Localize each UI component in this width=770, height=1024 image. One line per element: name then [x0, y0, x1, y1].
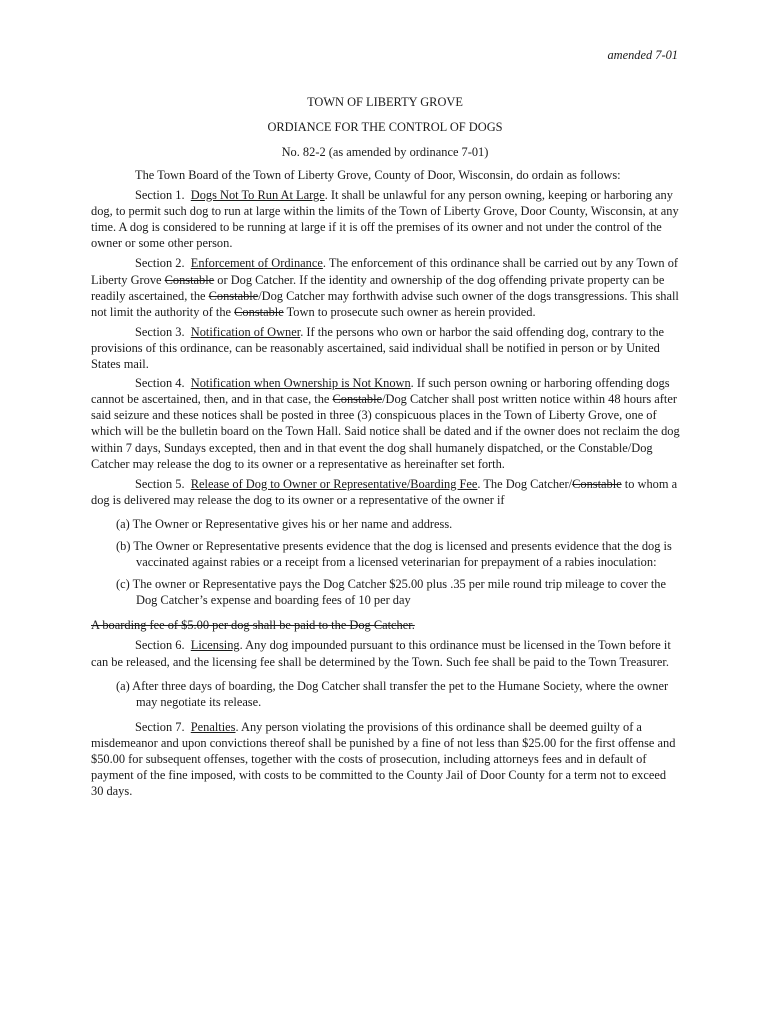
section-6-text: . Any dog impounded pursuant to this ordinance must be licensed in the Town before it can be released, and the licensing fee shall be determined by the Town. Such fee shall be paid to the Town Treasurer. [91, 638, 671, 669]
list-item: (c) The owner or Representative pays the Dog Catcher $25.00 plus .35 per mile round trip mileage to cover the Dog Catcher’s expense and boarding fees of 10 per day [116, 577, 666, 608]
section-4-prefix: Section 4. [135, 376, 185, 391]
document-title: TOWN OF LIBERTY GROVE [307, 95, 463, 109]
document-body [91, 167, 681, 803]
struck-word: Constable [332, 392, 383, 407]
section-7-heading: Penalties [190, 719, 236, 734]
section-1-prefix: Section 1. [135, 188, 185, 203]
section-7 [91, 719, 681, 799]
section-1-heading: Dogs Not To Run At Large [190, 188, 325, 203]
section-6-prefix: Section 6. [135, 638, 185, 653]
document-subtitle: ORDIANCE FOR THE CONTROL OF DOGS [267, 120, 503, 134]
list-item: (a) After three days of boarding, the Dog Catcher shall transfer the pet to the Humane Society, where the owner may negotiate its release. [116, 678, 669, 709]
section-4 [91, 375, 681, 472]
section-5 [91, 476, 681, 508]
section-6 [91, 637, 681, 669]
section-4-text: . If such person owning or harboring offending dogs cannot be ascertained, then, and in that case, the [91, 376, 670, 407]
section-5-text: . The Dog Catcher/ [477, 476, 573, 491]
section-2-text: /Dog Catcher may forthwith advise such owner of the dogs transgressions. This shall not limit the authority of the [91, 288, 679, 319]
list-item: (b) The Owner or Representative presents evidence that the dog is licensed and presents evidence that the dog is vaccinated against rabies or a receipt from a licensed veterinarian for prepayment of a rabies inoculation: [116, 538, 672, 570]
section-5-heading: Release of Dog to Owner or Representative/Boarding Fee [190, 476, 478, 491]
struck-word: Constable [208, 288, 259, 303]
section-2-text: or Dog Catcher. If the identity and ownership of the dog offending private property can be readily ascertained, the [91, 272, 665, 303]
ordinance-number: No. 82-2 (as amended by ordinance 7-01) [281, 145, 489, 159]
section-3-text: . If the persons who own or harbor the said offending dog, contrary to the provisions of this ordinance, can be reasonably ascertained, said individual shall be notified in person or by United States mail. [91, 324, 665, 372]
intro-paragraph: The Town Board of the Town of Liberty Grove, County of Door, Wisconsin, do ordain as follows: [135, 168, 621, 182]
section-1-text: . It shall be unlawful for any person owning, keeping or harboring any dog, to permit such dog to run at large within the limits of the Town of Liberty Grove, Door County, Wisconsin, at any time. A dog is considered to be running at large if it is off the premises of its owner and not under the control of the owner or some other person. [91, 188, 679, 251]
section-4-heading: Notification when Ownership is Not Known [190, 376, 411, 391]
section-5-text: to whom a dog is delivered may release the dog to its owner or a representative of the owner if [91, 476, 678, 507]
section-5-prefix: Section 5. [135, 476, 185, 491]
amended-note: amended 7-01 [607, 48, 678, 62]
section-1 [91, 187, 681, 251]
section-2-text: . The enforcement of this ordinance shall be carried out by any Town of Liberty Grove [91, 256, 679, 287]
section-2-text: Town to prosecute such owner as herein provided. [283, 304, 536, 319]
struck-word: Constable [234, 304, 284, 319]
struck-word: Constable [572, 476, 622, 491]
struck-boarding-fee-line: A boarding fee of $5.00 per dog shall be paid to the Dog Catcher. [91, 618, 415, 633]
list-item: (a) The Owner or Representative gives his or her name and address. [116, 516, 453, 531]
section-7-text: . Any person violating the provisions of this ordinance shall be deemed guilty of a misdemeanor and upon convictions thereof shall be punished by a fine of not less than $25.00 for the first offense and $50.00 for subsequent offenses, together with the costs of prosecution, including attorneys fees and in default of payment of the fine imposed, with costs to be committed to the County Jail of Door County for a term not to exceed 30 days. [91, 719, 676, 799]
section-7-prefix: Section 7. [135, 719, 185, 734]
section-2 [91, 255, 681, 319]
section-6-heading: Licensing [190, 638, 240, 653]
section-4-text: /Dog Catcher shall post written notice within 48 hours after said seizure and these notices shall be posted in three (3) conspicuous places in the Town of Liberty Grove, one of which will be the bulletin board on the Town Hall. Said notice shall be dated and if the owner does not reclaim the dog within 7 days, Sundays excepted, then and in that event the dog shall humanely dispatched, or the Constable/Dog Catcher may release the dog to its owner or a representative as hereinafter set forth. [91, 392, 680, 471]
section-3 [91, 324, 681, 372]
section-2-heading: Enforcement of Ordinance [190, 256, 323, 271]
section-2-prefix: Section 2. [135, 256, 185, 271]
struck-word: Constable [164, 272, 215, 287]
section-3-heading: Notification of Owner [190, 324, 301, 339]
section-3-prefix: Section 3. [135, 324, 185, 339]
